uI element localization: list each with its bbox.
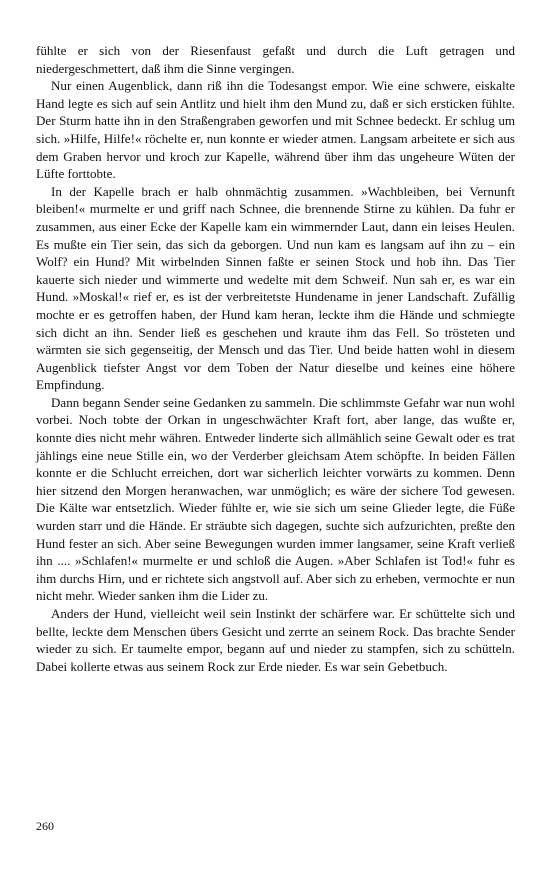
book-page-text [36, 42, 515, 675]
paragraph-1: fühlte er sich von der Riesenfaust gefaßt und durch die Luft getragen und niedergeschmettert, daß ihm die Sinne vergingen. [36, 43, 515, 76]
paragraph-3: In der Kapelle brach er halb ohnmächtig zusammen. »Wachbleiben, bei Vernunft bleiben!« murmelte er und griff nach Schnee, die brennende Stirne zu kühlen. Da fuhr er zusammen, aus einer Ecke der Kapelle kam ein wimmernder Laut, dann ein leises Heulen. Es mußte ein Tier sein, das sich da geborgen. Und nun kam es langsam auf ihn zu – ein Wolf? ein Hund? Mit wirbelnden Sinnen faßte er seinen Stock und hob ihn. Das Tier kauerte sich nieder und wimmerte und wedelte mit dem Schweif. Nun sah er, es war ein Hund. »Moskal!« rief er, es ist der verbreitetste Hundename in jener Landschaft. Zufällig mochte er es getroffen haben, der Hund kam heran, leckte ihm die Hände und schmiegte sich dicht an ihn. Sender ließ es geschehen und kraute ihm das Fell. So trösteten und wärmten sie sich gegenseitig, der Mensch und das Tier. Und beide hatten wohl in diesem Augenblick tiefster Angst vor dem Toben der Natur dieselbe und keines eine höhere Empfindung. [36, 183, 515, 393]
paragraph-2: Nur einen Augenblick, dann riß ihn die Todesangst empor. Wie eine schwere, eiskalte Hand legte es sich auf sein Antlitz und hielt ihm den Mund zu, daß er sich ersticken fühlte. Der Sturm hatte ihn in den Straßengraben geworfen und mit Schnee bedeckt. Er schlug um sich. »Hilfe, Hilfe!« röchelte er, nun konnte er wieder atmen. Langsam arbeitete er sich aus dem Graben hervor und kroch zur Kapelle, während über ihm das ungeheure Wüten der Lüfte forttobte. [36, 78, 515, 182]
page-number: 260 [36, 819, 54, 833]
paragraph-4: Dann begann Sender seine Gedanken zu sammeln. Die schlimmste Gefahr war nun wohl vorbei. Noch tobte der Orkan in ungeschwächter Kraft fort, aber lange, das wußte er, konnte dies nicht mehr währen. Entweder linderte sich allmählich seine Gewalt oder es trat jählings eine neue Stille ein, wo der Verderber gleichsam Atem schöpfte. In beiden Fällen konnte er die Schlucht erreichen, dort war sicherlich leichter vorwärts zu kommen. Denn hier sitzend den Morgen heranwachen, war unmöglich; es wäre der sichere Tod gewesen. Die Kälte war entsetzlich. Wieder fühlte er, wie sie sich um seine Glieder legte, die Füße wurden starr und die Hände. Er sträubte sich dagegen, suchte sich aufzurichten, preßte den Hund fester an sich. Aber seine Bewegungen wurden immer langsamer, seine Kraft verließ ihn .... »Schlafen!« murmelte er und schloß die Augen. »Aber Schlafen ist Tod!« fuhr es ihm durchs Hirn, und er richtete sich angstvoll auf. Aber sich zu erheben, vermochte er nun nicht mehr. Wieder sanken ihm die Lider zu. [36, 394, 515, 604]
paragraph-5: Anders der Hund, vielleicht weil sein Instinkt der schärfere war. Er schüttelte sich und bellte, leckte dem Menschen übers Gesicht und zerrte an seinem Rock. Das brachte Sender wieder zu sich. Er taumelte empor, begann auf und nieder zu stampfen, sich zu schütteln. Dabei kollerte etwas aus seinem Rock zur Erde nieder. Es war sein Gebetbuch. [36, 606, 515, 674]
